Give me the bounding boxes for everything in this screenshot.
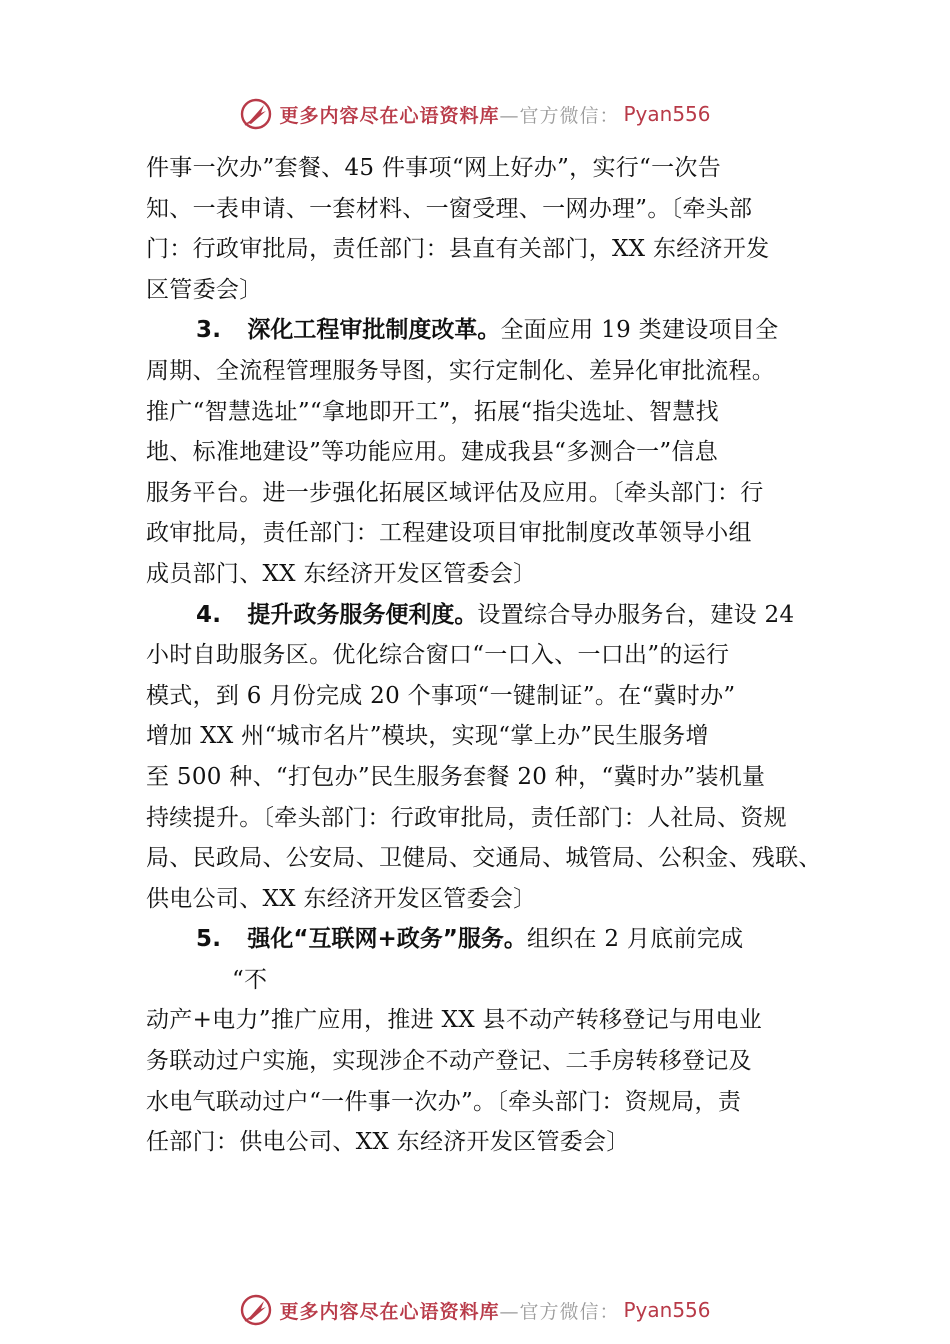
watermark-wechat-id: Pyan556	[623, 1298, 711, 1322]
text-line: 门：行政审批局，责任部门：县直有关部门，XX 东经济开发	[146, 236, 770, 263]
item-first-line-text: 全面应用 19 类建设项目全	[500, 317, 779, 344]
text-line: 知、一表申请、一套材料、一窗受理、一网办理”。〔牵头部	[146, 195, 753, 222]
text-line: 服务平台。进一步强化拓展区域评估及应用。〔牵头部门：行	[146, 479, 764, 506]
quill-logo-icon	[239, 1293, 273, 1327]
text-line: 政审批局，责任部门：工程建设项目审批制度改革领导小组	[146, 520, 752, 547]
text-line: 局、民政局、公安局、卫健局、交通局、城管局、公积金、残联、	[146, 845, 822, 872]
text-line: “不	[232, 966, 268, 993]
watermark-official-text: —官方微信：	[499, 104, 620, 127]
footer-watermark	[0, 1288, 950, 1332]
text-line: 地、标准地建设”等功能应用。建成我县“多测合一”信息	[146, 439, 719, 466]
item-first-line-text: 设置综合导办服务台，建设 24	[477, 601, 795, 628]
text-line: 成员部门、XX 东经济开发区管委会〕	[146, 560, 537, 587]
text-line: 件事一次办”套餐、45 件事项“网上好办”，实行“一次告	[146, 155, 722, 181]
watermark-brand-text: 更多内容尽在心语资料库	[279, 1300, 500, 1323]
paragraph-item-5	[146, 919, 836, 1163]
text-line: 模式，到 6 月份完成 20 个事项“一键制证”。在“冀时办”	[146, 682, 736, 709]
item-number: 5.	[196, 926, 222, 953]
text-line: 周期、全流程管理服务导图，实行定制化、差异化审批流程。	[146, 357, 776, 384]
text-line: 水电气联动过户“一件事一次办”。〔牵头部门：资规局，责	[146, 1088, 742, 1115]
item-first-line	[146, 595, 836, 636]
document-body	[146, 148, 836, 1163]
quill-logo-icon	[239, 97, 273, 131]
watermark-wechat-id: Pyan556	[623, 102, 711, 126]
paragraph-item-4	[146, 595, 836, 920]
item-first-line-text: 组织在 2 月底前完成	[526, 926, 744, 953]
item-first-line	[146, 919, 836, 960]
text-line: 任部门：供电公司、XX 东经济开发区管委会〕	[146, 1129, 630, 1156]
paragraph-item-3	[146, 310, 836, 594]
text-line: 动产+电力”推广应用，推进 XX 县不动产转移登记与用电业	[146, 1007, 763, 1034]
text-line: 务联动过户实施，实现涉企不动产登记、二手房转移登记及	[146, 1048, 752, 1075]
item-first-line	[146, 310, 836, 351]
watermark-brand-text: 更多内容尽在心语资料库	[279, 104, 500, 127]
text-line: 至 500 种、“打包办”民生服务套餐 20 种，“冀时办”装机量	[146, 763, 766, 790]
item-heading: 提升政务服务便利度。	[247, 601, 478, 628]
text-line: 推广“智慧选址”“拿地即开工”，拓展“指尖选址、智慧找	[146, 398, 719, 425]
text-line: 区管委会〕	[146, 276, 263, 303]
item-number: 4.	[196, 601, 222, 628]
header-watermark	[0, 92, 950, 136]
paragraph-intro	[146, 148, 836, 310]
item-heading: 深化工程审批制度改革。	[247, 317, 501, 344]
text-line: 供电公司、XX 东经济开发区管委会〕	[146, 885, 537, 912]
text-line: 小时自助服务区。优化综合窗口“一口入、一口出”的运行	[146, 642, 730, 669]
item-number: 3.	[196, 317, 222, 344]
item-heading: 强化“互联网+政务”服务。	[247, 926, 527, 953]
text-line: 增加 XX 州“城市名片”模块，实现“掌上办”民生服务增	[146, 723, 709, 750]
text-line: 持续提升。〔牵头部门：行政审批局，责任部门：人社局、资规	[146, 804, 787, 831]
watermark-official-text: —官方微信：	[499, 1300, 620, 1323]
